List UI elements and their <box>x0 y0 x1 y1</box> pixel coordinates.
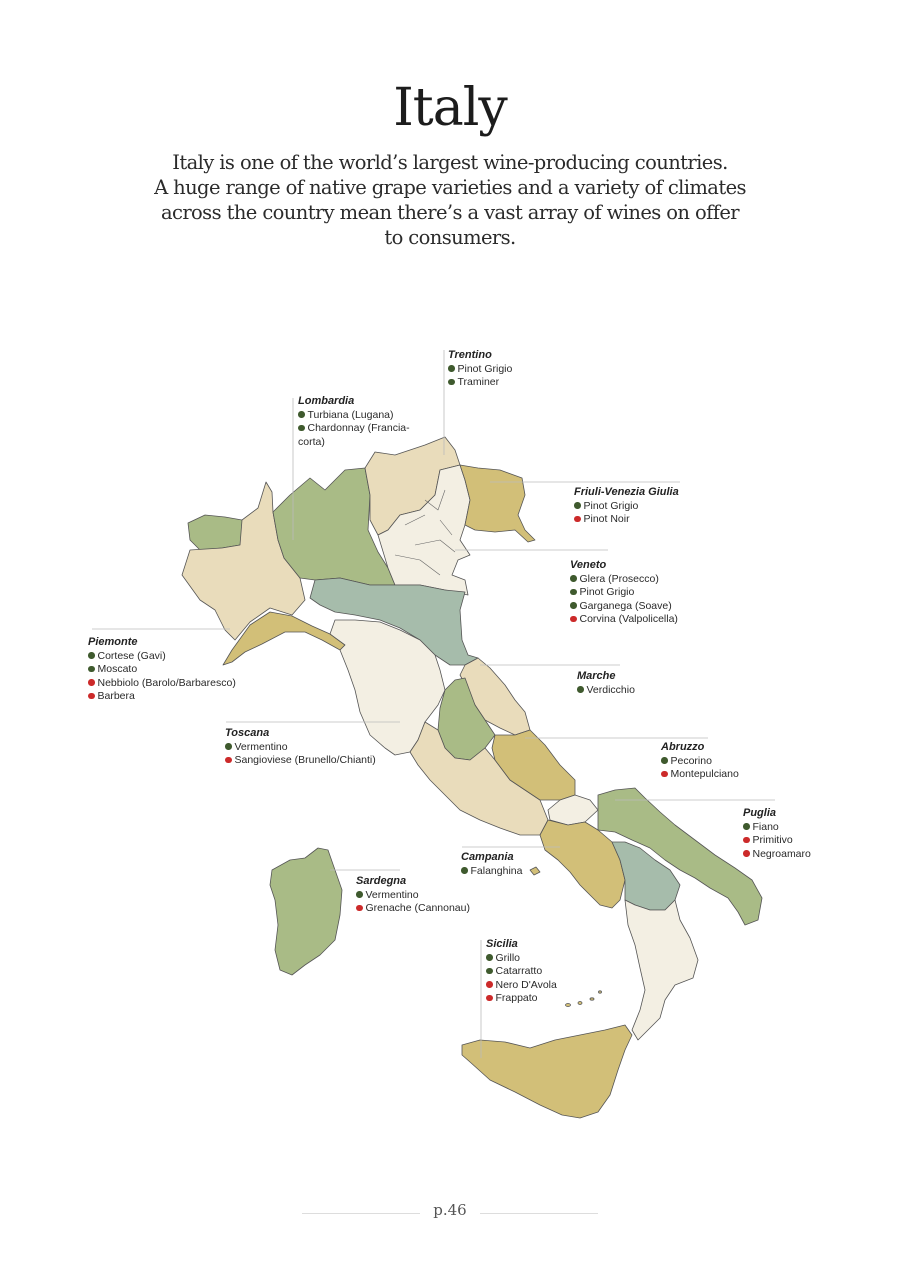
grape-item <box>661 755 739 769</box>
grape-item <box>448 363 512 377</box>
white-grape-dot-icon <box>486 954 493 961</box>
region-name: Piemonte <box>88 636 138 648</box>
grape-name: Pinot Grigio <box>579 586 635 599</box>
region-name: Veneto <box>570 559 607 571</box>
region-campania <box>540 820 625 908</box>
red-grape-dot-icon <box>88 693 95 700</box>
white-grape-dot-icon <box>743 823 750 830</box>
grape-item <box>298 422 410 436</box>
label-piemonte <box>88 636 236 704</box>
label-veneto <box>570 559 678 627</box>
region-name: Campania <box>461 851 514 863</box>
grape-item <box>88 677 236 691</box>
grape-item <box>574 500 679 514</box>
grape-name: Grillo <box>495 951 521 964</box>
white-grape-dot-icon <box>570 602 577 609</box>
intro-line: across the country mean there’s a vast array of wines on offer <box>160 201 740 224</box>
region-name: Trentino <box>448 349 492 361</box>
grape-item <box>570 573 678 587</box>
label-abruzzo <box>661 741 739 782</box>
grape-name: Corvina (Valpolicella) <box>579 613 678 626</box>
grape-name: Pinot Grigio <box>457 362 513 375</box>
grape-item <box>356 889 470 903</box>
white-grape-dot-icon <box>570 575 577 582</box>
grape-item <box>448 376 512 390</box>
grape-item <box>88 650 236 664</box>
red-grape-dot-icon <box>661 771 668 778</box>
grape-name: Sangioviese (Brunello/Chianti) <box>234 754 376 767</box>
grape-name: Nebbiolo (Barolo/Barbaresco) <box>97 676 236 689</box>
white-grape-dot-icon <box>298 411 305 418</box>
grape-name: Glera (Prosecco) <box>579 572 659 585</box>
red-grape-dot-icon <box>743 837 750 844</box>
region-name: Friuli-Venezia Giulia <box>574 486 679 498</box>
region-sardegna <box>270 848 342 975</box>
label-lombardia <box>298 395 410 449</box>
grape-item <box>88 663 236 677</box>
label-campania <box>461 851 522 878</box>
label-toscana <box>225 727 376 768</box>
red-grape-dot-icon <box>486 981 493 988</box>
region-name: Toscana <box>225 727 270 739</box>
grape-name: Pecorino <box>670 754 712 767</box>
grape-name: Vermentino <box>234 740 288 753</box>
region-name: Sardegna <box>356 875 407 887</box>
region-name: Puglia <box>743 807 777 819</box>
grape-item <box>298 409 410 423</box>
grape-name: Negroamaro <box>752 847 811 860</box>
grape-name: Barbera <box>97 690 135 703</box>
label-sardegna <box>356 875 470 916</box>
red-grape-dot-icon <box>88 679 95 686</box>
grape-item <box>743 821 811 835</box>
label-marche <box>577 670 635 697</box>
grape-name: Garganega (Soave) <box>579 599 672 612</box>
grape-item <box>486 965 557 979</box>
region-name: Marche <box>577 670 616 682</box>
white-grape-dot-icon <box>225 743 232 750</box>
grape-item <box>743 834 811 848</box>
grape-name: Fiano <box>752 820 779 833</box>
red-grape-dot-icon <box>743 850 750 857</box>
grape-name: Vermentino <box>365 888 419 901</box>
grape-name-continued: corta) <box>298 435 325 448</box>
region-name: Sicilia <box>486 938 518 950</box>
region-valle-daosta <box>188 515 245 550</box>
grape-item <box>486 952 557 966</box>
region-calabria <box>625 900 698 1040</box>
white-grape-dot-icon <box>448 365 455 372</box>
red-grape-dot-icon <box>225 757 232 764</box>
red-grape-dot-icon <box>356 905 363 912</box>
white-grape-dot-icon <box>574 502 581 509</box>
grape-item <box>88 690 236 704</box>
grape-name: Frappato <box>495 992 538 1005</box>
region-sicilia <box>462 1025 632 1118</box>
grape-name: Traminer <box>457 376 500 389</box>
grape-item <box>570 613 678 627</box>
grape-item <box>574 513 679 527</box>
grape-name: Pinot Grigio <box>583 499 639 512</box>
page-title: Italy <box>393 78 507 138</box>
red-grape-dot-icon <box>486 995 493 1002</box>
white-grape-dot-icon <box>486 968 493 975</box>
grape-item <box>577 684 635 698</box>
white-grape-dot-icon <box>661 757 668 764</box>
white-grape-dot-icon <box>570 589 577 596</box>
grape-name: Montepulciano <box>670 768 739 781</box>
label-friuli-venezia-giulia <box>574 486 679 527</box>
grape-name: Verdicchio <box>586 683 635 696</box>
grape-item <box>225 741 376 755</box>
grape-name: Moscato <box>97 663 138 676</box>
grape-name: Falanghina <box>470 864 523 877</box>
grape-item <box>486 979 557 993</box>
grape-name: Catarratto <box>495 965 543 978</box>
white-grape-dot-icon <box>88 666 95 673</box>
grape-item <box>461 865 522 879</box>
grape-name: Turbiana (Lugana) <box>307 408 394 421</box>
footer-rule-right <box>480 1213 598 1214</box>
grape-name: Chardonnay (Francia- <box>307 422 410 435</box>
red-grape-dot-icon <box>570 616 577 623</box>
grape-item <box>486 992 557 1006</box>
white-grape-dot-icon <box>88 652 95 659</box>
grape-name: Nero D'Avola <box>495 978 557 991</box>
page-number: p.46 <box>433 1201 467 1219</box>
grape-item <box>225 754 376 768</box>
intro-line: A huge range of native grape varieties and a variety of climates <box>154 176 746 199</box>
grape-name: Cortese (Gavi) <box>97 649 166 662</box>
grape-name: Pinot Noir <box>583 513 630 526</box>
grape-item <box>570 586 678 600</box>
grape-item <box>743 848 811 862</box>
label-sicilia <box>486 938 557 1006</box>
region-name: Lombardia <box>298 395 355 407</box>
white-grape-dot-icon <box>448 379 455 386</box>
intro-line: Italy is one of the world’s largest wine-producing countries. <box>172 151 728 174</box>
white-grape-dot-icon <box>461 867 468 874</box>
intro-line: to consumers. <box>384 226 516 249</box>
label-trentino <box>448 349 512 390</box>
grape-name: Grenache (Cannonau) <box>365 902 470 915</box>
grape-item <box>356 902 470 916</box>
grape-item <box>661 768 739 782</box>
white-grape-dot-icon <box>577 686 584 693</box>
red-grape-dot-icon <box>574 516 581 523</box>
region-friuli <box>460 465 535 542</box>
white-grape-dot-icon <box>356 891 363 898</box>
white-grape-dot-icon <box>298 425 305 432</box>
grape-item <box>570 600 678 614</box>
grape-name: Primitivo <box>752 834 793 847</box>
label-puglia <box>743 807 811 861</box>
region-name: Abruzzo <box>661 741 705 753</box>
